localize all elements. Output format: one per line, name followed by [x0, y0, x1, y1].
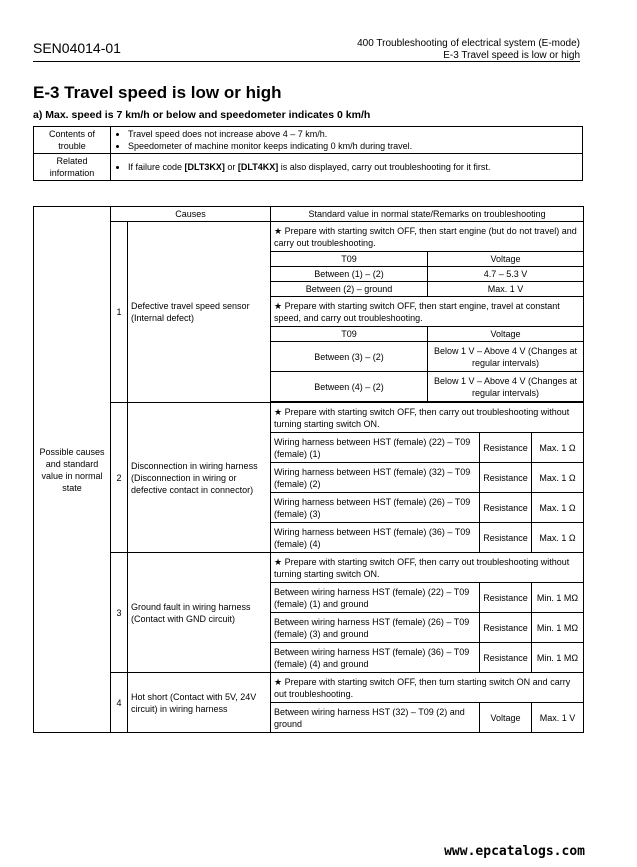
contents-row: [34, 127, 583, 154]
measure-type: Voltage: [480, 703, 532, 733]
measure-value: Below 1 V – Above 4 V (Changes at regular intervals): [428, 372, 584, 402]
footer-watermark: www.epcatalogs.com: [444, 844, 585, 859]
measure-type: Resistance: [480, 463, 532, 493]
measure-value: Max. 1 Ω: [532, 463, 584, 493]
contents-item: • Travel speed does not increase above 4 – 7 km/h.: [128, 128, 579, 140]
running-header: [357, 38, 580, 62]
col-standard: Standard value in normal state/Remarks on troubleshooting: [271, 207, 584, 222]
measure-header: Voltage: [428, 327, 584, 342]
harness-desc: Between wiring harness HST (female) (22) – T09 (female) (1) and ground: [271, 583, 480, 613]
measure-value: Max. 1 Ω: [532, 523, 584, 553]
subsection-title: E-3 Travel speed is low or high: [443, 50, 580, 61]
measure-value: Max. 1 Ω: [532, 433, 584, 463]
table-row: [34, 673, 584, 703]
connector-header: T09: [271, 327, 428, 342]
measure-value: 4.7 – 5.3 V: [428, 267, 584, 282]
procedure-note: ★ Prepare with starting switch OFF, then carry out troubleshooting without turning starting switch ON.: [271, 553, 584, 583]
harness-desc: Between wiring harness HST (female) (36) – T09 (female) (4) and ground: [271, 643, 480, 673]
measure-type: Resistance: [480, 613, 532, 643]
measure-type: Resistance: [480, 433, 532, 463]
harness-desc: Between wiring harness HST (female) (26) – T09 (female) (3) and ground: [271, 613, 480, 643]
cause-number: 4: [111, 673, 128, 733]
harness-desc: Wiring harness between HST (female) (22) – T09 (female) (1): [271, 433, 480, 463]
cause-text: Disconnection in wiring harness (Disconnection in wiring or defective contact in connector): [128, 403, 271, 553]
measure-header: Voltage: [428, 252, 584, 267]
contents-label: Contents of trouble: [34, 127, 111, 154]
cause-number: 2: [111, 403, 128, 553]
cause-text: Defective travel speed sensor (Internal defect): [128, 222, 271, 403]
section-title: 400 Troubleshooting of electrical system (E-mode): [357, 38, 580, 49]
measure-type: Resistance: [480, 493, 532, 523]
related-label: Related information: [34, 154, 111, 181]
failure-code: [DLT3KX]: [184, 162, 225, 172]
related-text: or: [224, 162, 238, 172]
measure-value: Max. 1 V: [532, 703, 584, 733]
measure-value: Below 1 V – Above 4 V (Changes at regular intervals): [428, 342, 584, 372]
related-item: [128, 161, 579, 173]
harness-desc: Between wiring harness HST (32) – T09 (2) and ground: [271, 703, 480, 733]
measure-point: Between (4) – (2): [271, 372, 428, 402]
related-row: [34, 154, 583, 181]
cause-number: 1: [111, 222, 128, 403]
cause-text: Ground fault in wiring harness (Contact with GND circuit): [128, 553, 271, 673]
measure-point: Between (2) – ground: [271, 282, 428, 297]
measure-value: Max. 1 V: [428, 282, 584, 297]
table-row: [34, 222, 584, 252]
doc-code: SEN04014-01: [33, 40, 121, 56]
connector-header: T09: [271, 252, 428, 267]
measure-point: Between (1) – (2): [271, 267, 428, 282]
measure-value: Min. 1 MΩ: [532, 643, 584, 673]
measure-value: Min. 1 MΩ: [532, 613, 584, 643]
trouble-info-table: [33, 126, 583, 181]
related-text: If failure code: [128, 162, 185, 172]
page-title: E-3 Travel speed is low or high: [33, 83, 282, 102]
harness-desc: Wiring harness between HST (female) (26) – T09 (female) (3): [271, 493, 480, 523]
page-subtitle: a) Max. speed is 7 km/h or below and speedometer indicates 0 km/h: [33, 109, 371, 121]
related-cell: [111, 154, 583, 181]
causes-table: [33, 206, 584, 733]
col-causes: Causes: [111, 207, 271, 222]
procedure-note: ★ Prepare with starting switch OFF, then carry out troubleshooting without turning starting switch ON.: [271, 403, 584, 433]
header-rule: [33, 61, 580, 62]
harness-desc: Wiring harness between HST (female) (36) – T09 (female) (4): [271, 523, 480, 553]
measure-type: Resistance: [480, 523, 532, 553]
measure-point: Between (3) – (2): [271, 342, 428, 372]
measure-type: Resistance: [480, 643, 532, 673]
side-label: Possible causes and standard value in normal state: [34, 207, 111, 733]
table-row: [34, 403, 584, 433]
related-text: is also displayed, carry out troubleshooting for it first.: [278, 162, 491, 172]
procedure-note: ★ Prepare with starting switch OFF, then start engine (but do not travel) and carry out troubleshooting.: [271, 222, 584, 252]
contents-cell: [111, 127, 583, 154]
harness-desc: Wiring harness between HST (female) (32) – T09 (female) (2): [271, 463, 480, 493]
table-row: [34, 553, 584, 583]
contents-item: • Speedometer of machine monitor keeps indicating 0 km/h during travel.: [128, 140, 579, 152]
procedure-note: ★ Prepare with starting switch OFF, then turn starting switch ON and carry out troubleshooting.: [271, 673, 584, 703]
failure-code: [DLT4KX]: [237, 162, 279, 172]
cause-number: 3: [111, 553, 128, 673]
measure-value: Min. 1 MΩ: [532, 583, 584, 613]
measure-value: Max. 1 Ω: [532, 493, 584, 523]
causes-header-row: [34, 207, 584, 222]
procedure-note: ★ Prepare with starting switch OFF, then start engine, travel at constant speed, and carry out troubleshooting.: [271, 297, 584, 327]
cause-text: Hot short (Contact with 5V, 24V circuit) in wiring harness: [128, 673, 271, 733]
measure-type: Resistance: [480, 583, 532, 613]
